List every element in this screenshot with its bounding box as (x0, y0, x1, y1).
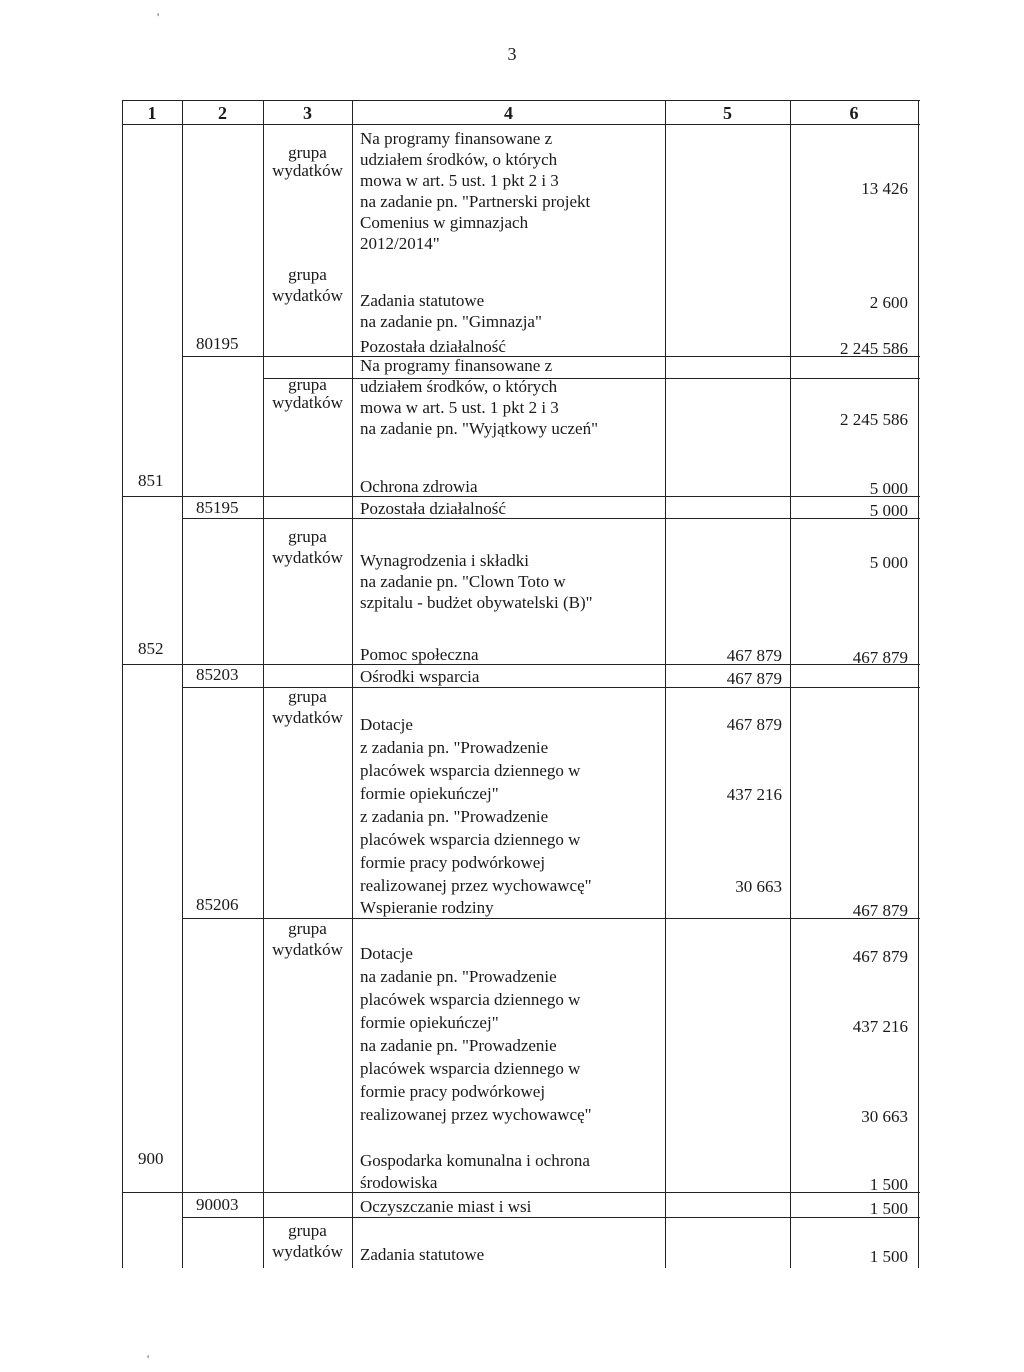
page-number: 3 (507, 44, 517, 64)
amount-col-6: 30 663 (861, 1107, 908, 1126)
description: Zadania statutowe na zadanie pn. "Gimnazja" (360, 291, 542, 331)
header-col-5: 5 (723, 103, 732, 123)
description: Na programy finansowane z udziałem środków, o których mowa w art. 5 ust. 1 pkt 2 i 3 na zadanie pn. "Wyjątkowy uczeń" (360, 356, 599, 438)
description: Ośrodki wsparcia (360, 667, 480, 686)
description: Oczyszczanie miast i wsi (360, 1197, 532, 1216)
amount-col-5: 467 879 (726, 669, 782, 688)
amount-col-6: 1 500 (869, 1247, 908, 1266)
description: Zadania statutowe (360, 1245, 485, 1264)
description: Pomoc społeczna (360, 645, 479, 664)
section-code: 90003 (196, 1195, 239, 1214)
description: Na programy finansowane z udziałem środków, o których mowa w art. 5 ust. 1 pkt 2 i 3 na zadanie pn. "Partnerski projekt Comenius w gimnazjach 2012/2014" (360, 129, 591, 253)
amount-col-6: 5 000 (869, 479, 908, 498)
expense-group-label: grupa wydatków (272, 143, 343, 180)
amount-col-6: 467 879 (852, 947, 908, 966)
header-col-6: 6 (849, 103, 859, 123)
description: Gospodarka komunalna i ochrona środowiska (360, 1151, 590, 1192)
header-col-1: 1 (147, 103, 157, 123)
header-col-4: 4 (504, 103, 513, 123)
amount-col-5: 467 879 (726, 646, 782, 665)
amount-col-6: 437 216 (852, 1017, 908, 1036)
expense-group-label: grupa wydatków (272, 375, 343, 412)
amount-col-5: 30 663 (735, 877, 782, 896)
expense-group-label: grupa wydatków (272, 919, 343, 959)
amount-col-5: 437 216 (726, 785, 782, 804)
description: Pozostała działalność (360, 499, 506, 518)
expense-group-label: grupa wydatków (272, 527, 343, 567)
amount-col-6: 467 879 (852, 648, 908, 667)
header-col-3: 3 (303, 103, 312, 123)
expense-group-label: grupa wydatków (272, 265, 343, 305)
description: Wspieranie rodziny (360, 898, 494, 917)
description: Wynagrodzenia i składki na zadanie pn. "Clown Toto w szpitalu - budżet obywatelski (B)" (360, 551, 593, 612)
expense-group-label: grupa wydatków (272, 687, 343, 727)
expense-group-label: grupa wydatków (272, 1221, 343, 1261)
amount-col-6: 5 000 (869, 501, 908, 520)
amount-col-6: 1 500 (869, 1175, 908, 1194)
amount-col-6: 1 500 (869, 1199, 908, 1218)
amount-col-6: 2 245 586 (840, 410, 908, 429)
division-code: 851 (138, 471, 164, 490)
section-code: 85195 (196, 498, 239, 517)
amount-col-6: 5 000 (869, 553, 908, 572)
amount-col-6: 2 600 (869, 293, 908, 312)
division-code: 852 (138, 639, 164, 658)
scan-speck: ' (147, 1352, 150, 1366)
section-code: 80195 (196, 334, 239, 353)
description: Dotacje na zadanie pn. "Prowadzenie placówek wsparcia dziennego w formie opiekuńczej" na zadanie pn. "Prowadzenie placówek wsparcia dziennego w formie pracy podwórkowej realizowanej przez wychowawcę" (360, 944, 592, 1124)
description: Ochrona zdrowia (360, 477, 478, 496)
amount-col-6: 2 245 586 (840, 339, 908, 358)
description: Dotacje z zadania pn. "Prowadzenie placówek wsparcia dziennego w formie opiekuńczej" z zadania pn. "Prowadzenie placówek wsparcia dziennego w formie pracy podwórkowej realizowanej przez wychowawcę" (360, 715, 592, 895)
section-code: 85203 (196, 665, 239, 684)
division-code: 900 (138, 1149, 164, 1168)
scan-speck: ' (157, 10, 160, 24)
amount-col-6: 467 879 (852, 901, 908, 920)
header-col-2: 2 (218, 103, 227, 123)
amount-col-5: 467 879 (726, 715, 782, 734)
description: Pozostała działalność (360, 337, 506, 356)
amount-col-6: 13 426 (861, 179, 908, 198)
section-code: 85206 (196, 895, 239, 914)
